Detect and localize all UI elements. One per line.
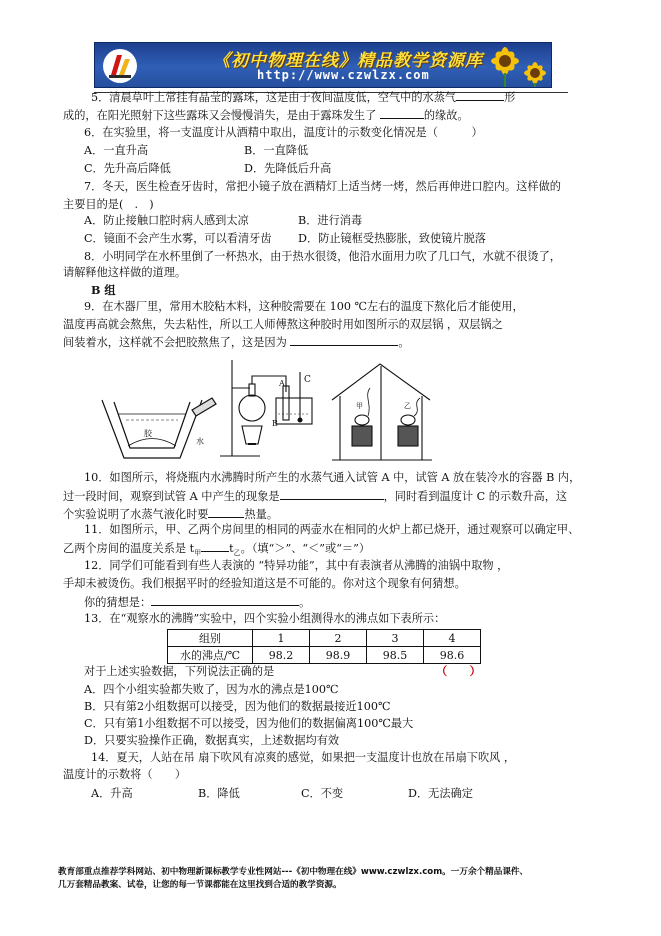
q10-stem-line3: 个实验说明了水蒸气液化时要 热量。 bbox=[63, 508, 279, 521]
label-c: C bbox=[304, 375, 311, 385]
q11-stem-line2: 乙两个房间的温度关系是 $t_甲$ $t_乙$。（填“＞”、“＜”或“＝”） bbox=[63, 542, 371, 558]
table-header-cell: 1 bbox=[253, 630, 310, 647]
room-left-label: 甲 bbox=[356, 402, 363, 410]
label-a: A bbox=[279, 379, 285, 388]
table-row-label: 水的沸点/℃ bbox=[168, 647, 253, 664]
page-footer bbox=[58, 866, 528, 892]
footer-line-2: 几万套精品教案、试卷，让您的每一节课都能在这里找到合适的教学资源。 bbox=[58, 880, 342, 890]
table-cell: 98.9 bbox=[310, 647, 367, 664]
table-row bbox=[168, 647, 481, 664]
section-b-heading: B 组 bbox=[91, 283, 116, 297]
header-banner bbox=[94, 42, 552, 88]
q13-subquestion: 对于上述实验数据，下列说法正确的是 bbox=[84, 665, 275, 678]
q8-stem-line2: 请解释他这样做的道理。 bbox=[63, 266, 187, 279]
q7-stem-line2: 主要目的是( . ) bbox=[63, 198, 154, 211]
q14-option-c: C．不变 bbox=[301, 787, 344, 800]
label-b: B bbox=[272, 419, 278, 428]
q12-stem-line1: 12．同学们可能看到有些人表演的 “特异功能”，其中有表演者从沸腾的油锅中取物 ， bbox=[84, 559, 509, 572]
table-cell: 98.2 bbox=[253, 647, 310, 664]
two-rooms-figure bbox=[332, 364, 432, 460]
q11-stem-line1: 11．如图所示，甲、乙两个房间里的相同的两壶水在相同的火炉上都已烧开，通过观察可以确定甲、 bbox=[84, 523, 580, 536]
q13-option-c: C．只有第1小组数据不可以接受，因为他们的数据偏离100℃最大 bbox=[84, 717, 414, 730]
footer-line-1: 教育部重点推荐学科网站、初中物理新课标教学专业性网站---《初中物理在线》www.czwlzx.com。一万余个精品课件、 bbox=[58, 867, 529, 877]
q14-option-b: B．降低 bbox=[198, 787, 240, 800]
q7-option-d: D．防止镜框受热膨胀，致使镜片脱落 bbox=[298, 232, 486, 245]
q14-option-d: D．无法确定 bbox=[408, 787, 473, 800]
q7-option-c: C．镜面不会产生水雾，可以看清牙齿 bbox=[84, 232, 272, 245]
q6-option-d: D．先降低后升高 bbox=[244, 162, 332, 175]
table-cell: 98.5 bbox=[367, 647, 424, 664]
figures-strip bbox=[100, 356, 450, 466]
q5-line2: 成的，在阳光照射下这些露珠又会慢慢消失，是由于露珠发生了 的缘故。 bbox=[63, 109, 469, 122]
q9-stem-line3: 间装着水，这样就不会把胶熬焦了，这是因为 。 bbox=[63, 336, 410, 349]
sunflower-icon bbox=[475, 43, 549, 88]
q12-answer-line: 你的猜想是： 。 bbox=[84, 596, 311, 609]
q6-stem: 6．在实验里，将一支温度计从酒精中取出，温度计的示数变化情况是（ ） bbox=[84, 126, 483, 139]
table-header-cell: 4 bbox=[424, 630, 481, 647]
banner-title: 《初中物理在线》精品教学资源库 bbox=[213, 51, 483, 71]
pot-water-label: 水 bbox=[196, 437, 204, 446]
q6-option-b: B．一直降低 bbox=[244, 144, 309, 157]
q13-answer-paren: （ ） bbox=[436, 664, 481, 678]
q13-option-b: B．只有第2小组数据可以接受，因为他们的数据最接近100℃ bbox=[84, 700, 391, 713]
q6-option-c: C．先升高后降低 bbox=[84, 162, 171, 175]
q14-stem-line2: 温度计的示数将（ ） bbox=[63, 768, 187, 781]
q9-stem-line2: 温度再高就会熬焦，失去粘性，所以工人师傅熬这种胶时用如图所示的双层锅 ，双层锅之 bbox=[63, 318, 503, 331]
q7-option-b: B．进行消毒 bbox=[298, 214, 363, 227]
q14-stem-line1: 14．夏天，人站在吊 扇下吹风有凉爽的感觉，如果把一支温度计也放在吊扇下吹风 ， bbox=[91, 751, 516, 764]
banner-url[interactable]: http://www.czwlzx.com bbox=[257, 68, 430, 82]
table-header-cell: 组别 bbox=[168, 630, 253, 647]
table-header-cell: 3 bbox=[367, 630, 424, 647]
q13-option-a: A．四个小组实验都失败了，因为水的沸点是100℃ bbox=[84, 683, 339, 696]
pot-glue-label: 胶 bbox=[144, 429, 152, 438]
q8-stem-line1: 8．小明同学在水杯里倒了一杯热水，由于热水很烫，他沿水面用力吹了几口气，水就不很烫了， bbox=[84, 250, 561, 263]
q7-option-a: A．防止接触口腔时病人感到太凉 bbox=[84, 214, 249, 227]
room-right-label: 乙 bbox=[404, 402, 411, 410]
q12-stem-line2: 手却未被烫伤。我们根据平时的经验知道这是不可能的。你对这个现象有何猜想。 bbox=[63, 577, 466, 590]
double-pot-figure bbox=[102, 398, 216, 458]
q6-option-a: A．一直升高 bbox=[84, 144, 149, 157]
q14-option-a: A．升高 bbox=[91, 787, 133, 800]
q5-line1: 5．清晨草叶上常挂有晶莹的露珠，这是由于夜间温度低，空气中的水蒸气 形 bbox=[91, 91, 516, 104]
boiling-point-table bbox=[167, 629, 481, 664]
q13-option-d: D．只要实验操作正确，数据真实，上述数据均有效 bbox=[84, 734, 340, 747]
q13-stem: 13．在“观察水的沸腾”实验中，四个实验小组测得水的沸点如下表所示： bbox=[84, 612, 446, 625]
q9-stem-line1: 9．在木器厂里，常用木胶粘木料，这种胶需要在 100 ℃左右的温度下熬化后才能使用， bbox=[84, 300, 524, 313]
table-row bbox=[168, 630, 481, 647]
table-cell: 98.6 bbox=[424, 647, 481, 664]
steam-experiment-figure bbox=[220, 360, 312, 456]
q10-stem-line2: 过一段时间，观察到试管 A 中产生的现象是 ，同时看到温度计 C 的示数升高，这 bbox=[63, 490, 568, 503]
site-logo-icon bbox=[101, 47, 139, 85]
q10-stem-line1: 10．如图所示，将烧瓶内水沸腾时所产生的水蒸气通入试管 A 中，试管 A 放在装冷水的容器 B 内， bbox=[84, 471, 581, 484]
table-header-cell: 2 bbox=[310, 630, 367, 647]
q7-stem-line1: 7．冬天，医生检查牙齿时，常把小镜子放在酒精灯上适当烤一烤，然后再伸进口腔内。这样做的 bbox=[84, 180, 561, 193]
